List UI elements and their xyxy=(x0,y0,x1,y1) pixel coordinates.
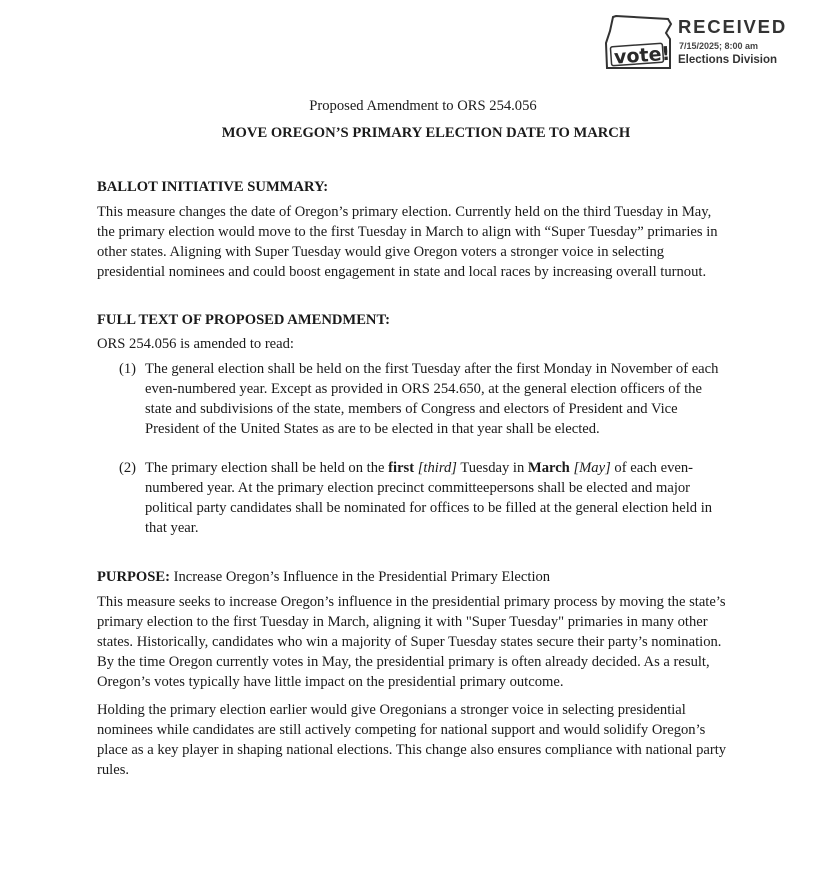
item-text-part: of each even-numbered year. At the primary election precinct committeepersons shall be elected and major political party candidates shall be nominated for offices to be filled at the general election held in that year. xyxy=(145,460,713,536)
amendment-new-word: first xyxy=(388,460,415,476)
stamp-title: RECEIVED xyxy=(678,16,787,37)
full-text-heading: FULL TEXT OF PROPOSED AMENDMENT: xyxy=(97,312,390,328)
purpose-paragraph-1: This measure seeks to increase Oregon’s influence in the presidential primary process by moving the state’s primary election to the first Tuesday in March, aligning it with "Super Tuesday" primaries in many other states. Historically, candidates who win a majority of Super Tuesday states secure their party’s nomination. By the time Oregon currently votes in May, the presidential primary is often already decided. As a result, Oregon’s votes typically have little impact on the presidential primary outcome. xyxy=(97,594,726,690)
amendment-list xyxy=(97,359,727,538)
purpose-label: PURPOSE: xyxy=(97,569,170,585)
item-text-part: Tuesday in xyxy=(456,460,528,476)
stamp-date: 7/15/2025; 8:00 am xyxy=(679,41,759,51)
oregon-map-vote-icon xyxy=(604,15,676,71)
stamp-division: Elections Division xyxy=(678,54,778,66)
document-title: MOVE OREGON’S PRIMARY ELECTION DATE TO MARCH xyxy=(221,125,631,141)
item-number: (1) xyxy=(119,361,137,377)
amendment-old-word: [third] xyxy=(417,460,457,476)
purpose-paragraph-2: Holding the primary election earlier would give Oregonians a stronger voice in selecting presidential nominees while candidates are still actively competing for national support and would solidify Oregon’s place as a key player in shaping national elections. This change also ensures compliance with national party rules. xyxy=(97,702,727,778)
purpose-title: Increase Oregon’s Influence in the Presidential Primary Election xyxy=(173,569,551,585)
amendment-old-word: [May] xyxy=(573,460,611,476)
full-text-section xyxy=(97,310,727,538)
summary-section xyxy=(97,177,727,282)
document-subtitle: Proposed Amendment to ORS 254.056 xyxy=(309,98,537,114)
purpose-heading xyxy=(97,567,727,587)
summary-body: This measure changes the date of Oregon’s primary election. Currently held on the third Tuesday in May, the primary election would move to the first Tuesday in March to align with “Super Tuesday” primaries in other states. Aligning with Super Tuesday would give Oregon voters a stronger voice in selecting presidential nominees and could boost engagement in state and local races by increasing overall turnout. xyxy=(97,204,718,280)
full-text-intro: ORS 254.056 is amended to read: xyxy=(97,336,294,352)
received-stamp xyxy=(604,15,804,73)
summary-heading: BALLOT INITIATIVE SUMMARY: xyxy=(97,179,329,195)
amendment-item-1 xyxy=(119,359,727,439)
amendment-new-word: March xyxy=(527,460,570,476)
item-text: The general election shall be held on the first Tuesday after the first Monday in November of each even-numbered year. Except as provided in ORS 254.650, at the general election officers of the state and subdivisions of the state, members of Congress and electors of President and Vice President of the United States as are to be elected in that year shall be elected. xyxy=(145,361,719,437)
stamp-logo-text: vote! xyxy=(613,42,671,69)
document-body xyxy=(97,96,727,780)
purpose-section xyxy=(97,567,727,780)
item-number: (2) xyxy=(119,460,137,476)
item-text-part: The primary election shall be held on the xyxy=(145,460,389,476)
item-text xyxy=(145,458,727,538)
amendment-item-2 xyxy=(119,458,727,538)
